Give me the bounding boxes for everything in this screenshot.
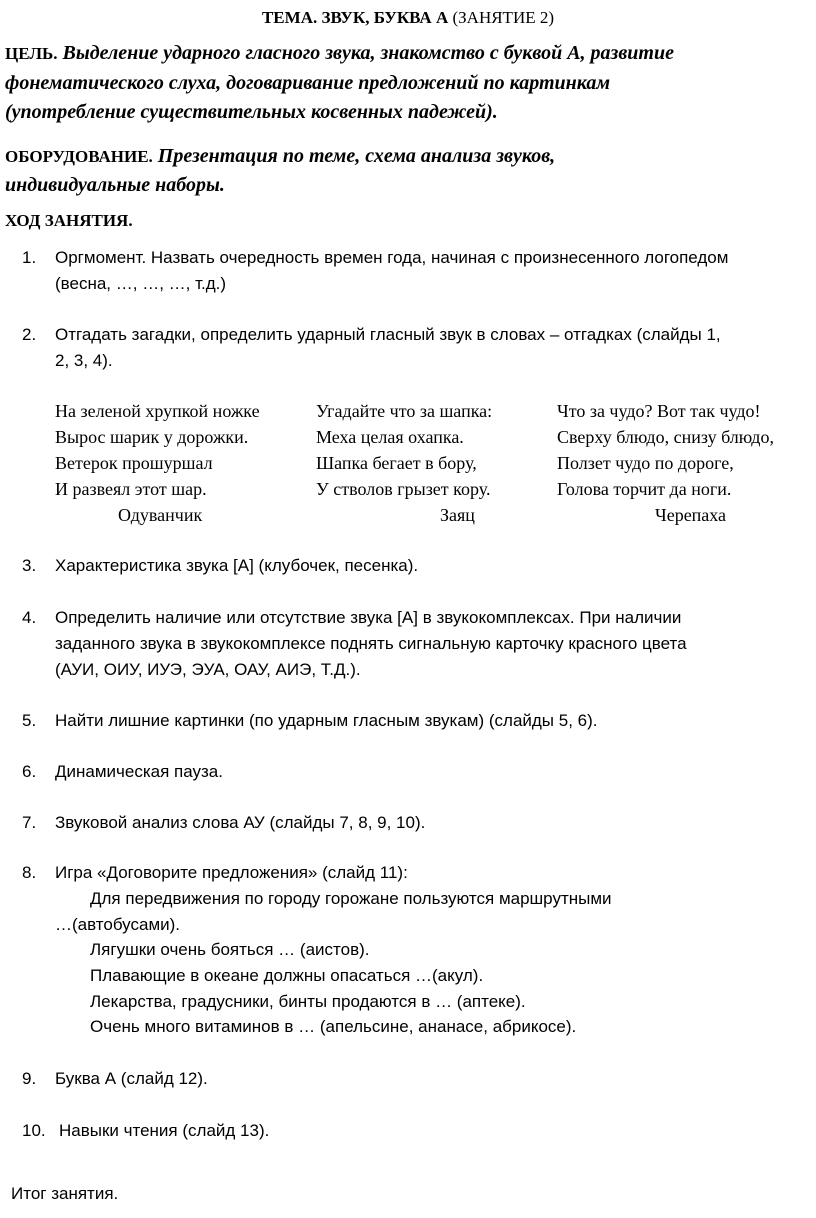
riddle-line: Голова торчит да ноги. [557, 479, 732, 499]
riddle-3 [557, 398, 774, 502]
step-6-line-1: Динамическая пауза. [55, 762, 223, 781]
riddle-1-answer: Одуванчик [118, 505, 203, 525]
step-7-line-1: Звуковой анализ слова АУ (слайды 7, 8, 9, 10). [55, 813, 426, 832]
sentence-line: Лекарства, градусники, бинты продаются в … (аптеке). [90, 992, 526, 1011]
goal-line-2 [5, 68, 610, 99]
course-heading-text: ХОД ЗАНЯТИЯ. [5, 211, 133, 230]
riddle-2-answer: Заяц [440, 505, 475, 525]
step-10-number: 10. [22, 1121, 46, 1140]
sentence-line: …(автобусами). [55, 915, 181, 934]
step-4-line-1: Определить наличие или отсутствие звука [А] в звукокомплексах. При наличии [55, 608, 682, 627]
step-2-number: 2. [22, 325, 37, 344]
step-1-number: 1. [22, 248, 37, 267]
riddle-line: Сверху блюдо, снизу блюдо, [557, 427, 774, 447]
equipment-label: ОБОРУДОВАНИЕ. [5, 147, 153, 166]
riddle-line: И развеял этот шар. [55, 479, 207, 499]
goal-text-2: фонематического слуха, договаривание предложений по картинкам [5, 72, 611, 94]
riddle-1 [55, 398, 260, 502]
sentence-line: Лягушки очень бояться … (аистов). [90, 940, 370, 959]
sentence-line: Для передвижения по городу горожане пользуются маршрутными [90, 889, 612, 908]
riddle-line: Ветерок прошуршал [55, 453, 213, 473]
step-4-number: 4. [22, 608, 37, 627]
riddle-line: На зеленой хрупкой ножке [55, 401, 260, 421]
step-4-line-3: (АУИ, ОИУ, ИУЭ, ЭУА, ОАУ, АИЭ, Т.Д.). [55, 660, 361, 679]
step-3-line-1: Характеристика звука [А] (клубочек, песенка). [55, 556, 419, 575]
sentence-line: Очень много витаминов в … (апельсине, ананасе, абрикосе). [90, 1017, 577, 1036]
goal-label: ЦЕЛЬ. [5, 44, 58, 63]
step-2-line-1: Отгадать загадки, определить ударный гласный звук в словах – отгадках (слайды 1, [55, 325, 721, 344]
riddle-line: Меха целая охапка. [316, 427, 464, 447]
sentence-line: Плавающие в океане должны опасаться …(акул). [90, 966, 484, 985]
goal-line-3 [5, 97, 498, 128]
equipment-line-1 [5, 141, 555, 172]
step-6-number: 6. [22, 762, 37, 781]
goal-text-3: (употребление существительных косвенных падежей). [5, 101, 498, 123]
goal-line-1 [5, 38, 674, 69]
step-1-line-1: Оргмомент. Назвать очередность времен года, начиная с произнесенного логопедом [55, 248, 729, 267]
goal-text-1: Выделение ударного гласного звука, знакомство с буквой А, развитие [57, 42, 674, 64]
riddle-line: Шапка бегает в бору, [316, 453, 477, 473]
step-10-line-1: Навыки чтения (слайд 13). [59, 1121, 270, 1140]
riddle-2 [316, 398, 492, 502]
step-1-line-2: (весна, …, …, …, т.д.) [55, 274, 227, 293]
step-8-number: 8. [22, 863, 37, 882]
step-4-line-2: заданного звука в звукокомплексе поднять сигнальную карточку красного цвета [55, 634, 687, 653]
title-lesson: (ЗАНЯТИЕ 2) [448, 8, 555, 27]
page-title [0, 8, 816, 28]
equipment-line-2 [5, 170, 225, 201]
step-5-number: 5. [22, 711, 37, 730]
course-heading [5, 206, 133, 236]
equipment-text-2: индивидуальные наборы. [5, 174, 225, 196]
riddle-line: Вырос шарик у дорожки. [55, 427, 249, 447]
riddle-line: У стволов грызет кору. [316, 479, 491, 499]
equipment-text-1: Презентация по теме, схема анализа звуков, [152, 145, 556, 167]
step-5-line-1: Найти лишние картинки (по ударным гласным звукам) (слайды 5, 6). [55, 711, 598, 730]
step-9-line-1: Буква А (слайд 12). [55, 1069, 208, 1088]
step-3-number: 3. [22, 556, 37, 575]
step-9-number: 9. [22, 1069, 37, 1088]
riddle-line: Ползет чудо по дороге, [557, 453, 734, 473]
title-main: ТЕМА. ЗВУК, БУКВА А [261, 8, 449, 27]
riddle-3-answer: Черепаха [655, 505, 727, 525]
riddle-line: Угадайте что за шапка: [316, 401, 493, 421]
riddle-line: Что за чудо? Вот так чудо! [557, 401, 761, 421]
step-8-line-1: Игра «Договорите предложения» (слайд 11): [55, 863, 408, 882]
step-2-line-2: 2, 3, 4). [55, 351, 113, 370]
step-7-number: 7. [22, 813, 37, 832]
lesson-summary: Итог занятия. [11, 1184, 119, 1203]
